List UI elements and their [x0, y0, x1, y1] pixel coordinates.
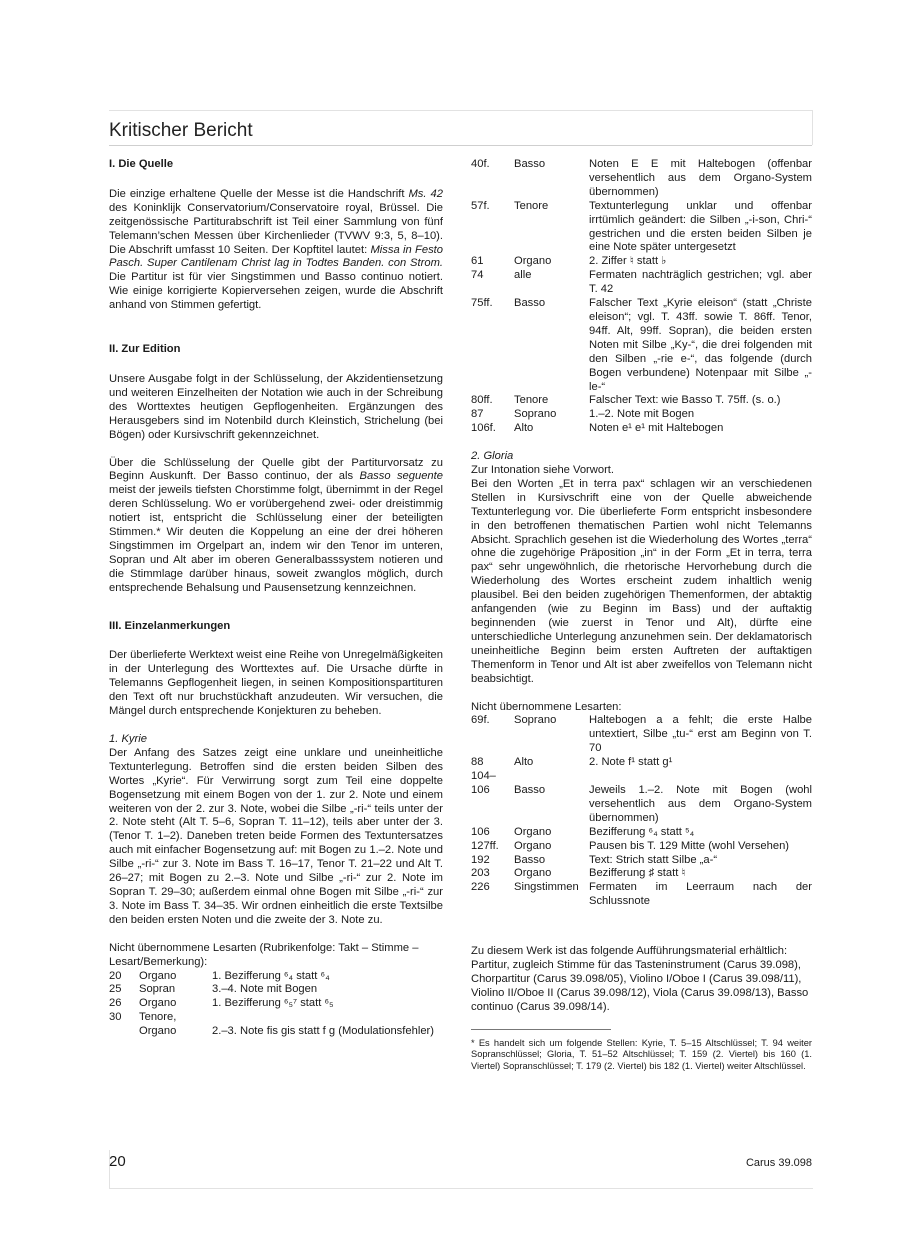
- table-row: 25 Sopran 3.–4. Note mit Bogen: [109, 983, 318, 996]
- table-row: 88 Alto 2. Note f¹ statt g¹: [471, 756, 673, 769]
- table-row: Organo 2.–3. Note fis gis statt f g (Modulationsfehler): [139, 1025, 434, 1038]
- lesarten-table-gloria: [471, 714, 812, 909]
- table-row: 226 Singstimmen Fermaten im Leerraum nach der Schlussnote: [471, 881, 812, 908]
- lesarten-table-kyrie-cont: [471, 158, 812, 436]
- gloria-intonation: Zur Intonation siehe Vorwort.: [471, 464, 615, 477]
- subheading-gloria: 2. Gloria: [471, 450, 514, 463]
- table-row: 74 alle Fermaten nachträglich gestrichen; vgl. aber T. 42: [471, 269, 812, 296]
- table-row: 40f. Basso Noten E E mit Haltebogen (offenbar versehentlich aus dem Organo-System übernommen): [471, 158, 812, 198]
- lesarten-heading: Nicht übernommene Lesarten (Rubrikenfolge: Takt – Stimme – Lesart/Bemerkung):: [109, 941, 419, 968]
- table-row: 80ff. Tenore Falscher Text: wie Basso T. 75ff. (s. o.): [471, 394, 781, 407]
- paragraph-edition-2: Über die Schlüsselung der Quelle gibt der Partiturvorsatz zu Beginn Auskunft. Der Basso continuo, der als Basso seguente meist der jeweils tiefsten Chorstimme folgt, übernimmt in der Regel deren Schlüsselung. Wo er vorübergehend zwei- oder dreistimmig notiert ist, entspricht die Schlüsselung einer der beteiligten Stimmen.* Wir deuten die Koppelung an eine der drei höheren Singstimmen im Orgelpart an, indem wir den Tenor im unteren, Sopran und Alt aber im oberen Generalbasssystem notieren und die Stimmlage darüber hinaus, soweit zwanglos möglich, durch entsprechende Behalsung und Pausensetzung kennzeichnen.: [109, 456, 443, 594]
- section-heading-einzelanmerkungen: III. Einzelanmerkungen: [109, 619, 231, 632]
- table-row: 30 Tenore,: [109, 1011, 177, 1024]
- table-row: 57f. Tenore Textunterlegung unklar und offenbar irrtümlich geändert: die Silben „-i-son, Chri-“ gestrichen und die ersten beiden Silben je eine Note später untergesetzt: [471, 199, 812, 254]
- left-column: [109, 158, 443, 1039]
- table-row: 20 Organo 1. Bezifferung ⁶₄ statt ⁶₄: [109, 969, 330, 982]
- table-row: 192 Basso Text: Strich statt Silbe „a-“: [471, 853, 718, 866]
- right-column: [471, 158, 812, 1072]
- paragraph-gloria: Bei den Worten „Et in terra pax“ schlagen wir an verschiedenen Stellen in Kursivschrift eine von der Quelle abweichende Textunterlegung vor. Die überlieferte Form entspricht insbesondere in den betroffenen thematischen Partien wohl nicht Telemanns Absicht. Sprachlich gesehen ist die Wiederholung des Wortes „terra“ ohne die zugehörige Präposition „in“ in der Form „Et in terra, terra pax“ sehr ungewöhnlich, die rhetorische Hervorhebung durch die Wiederholung des Wortes erscheint zudem inhaltlich wenig plausibel. Bei den beiden zugehörigen Themenformen, der abtaktig anfangenden (wie zu Beginn im Bass) und der auftaktig beginnenden (wie zuerst in Tenor und Alt), dürfte eine unterschiedliche Unterlegung anzunehmen sein. Der deklamatorisch uneinheitliche Beginn beim ersten Auftreten der auftaktigen Themenform in Tenor und Alt ist aber zweifellos von Telemann nicht beabsichtigt.: [471, 477, 812, 685]
- table-row: 104–: [471, 770, 496, 783]
- table-row: 87 Soprano 1.–2. Note mit Bogen: [471, 408, 695, 421]
- footnote-rule: [471, 1029, 611, 1030]
- paragraph-auffuehrungsmaterial: Zu diesem Werk ist das folgende Aufführungsmaterial erhältlich: Partitur, zugleich Stimme für das Tasteninstrument (Carus 39.098), Chorpartitur (Carus 39.098/05), Violino I/Oboe I (Carus 39.098/11), Violino II/Oboe II (Carus 39.098/12), Viola (Carus 39.098/13), Basso continuo (Carus 39.098/14).: [471, 945, 809, 1013]
- table-row: 75ff. Basso Falscher Text „Kyrie eleison“ (statt „Christe eleison“; vgl. T. 43ff. sowie T. 86ff. Tenor, 94ff. Alt, 99ff. Sopran), die beiden ersten Noten mit Silbe „Ky-“, die drei folgenden mit den Silben „-rie e-“, das folgende (durch Bogen verbundene) Notenpaar mit Silbe „-le-“: [471, 297, 812, 393]
- section-heading-quelle: I. Die Quelle: [109, 158, 174, 170]
- catalog-reference: Carus 39.098: [745, 1157, 812, 1169]
- paragraph-einzelanmerkungen: Der überlieferte Werktext weist eine Reihe von Unregelmäßigkeiten in der Unterlegung des Worttextes auf. Die Ursache dürfte in Telemanns Gepflogenheit liegen, in seinen Kompositionspartituren den Text oft nur bruchstückhaft anzudeuten. Wir versuchen, die Mängel durch entsprechende Konjekturen zu beheben.: [109, 649, 443, 718]
- table-row: 127ff. Organo Pausen bis T. 129 Mitte (wohl Versehen): [471, 839, 790, 852]
- footnote: * Es handelt sich um folgende Stellen: Kyrie, T. 5–15 Altschlüssel; T. 94 weiter Sopranschlüssel; Gloria, T. 51–52 Altschlüssel; T. 159 (2. Viertel) bis 160 (1. Viertel) Sopranschlüssel; T. 179 (2. Viertel) bis 182 (1. Viertel) weiter Altschlüssel.: [471, 1037, 812, 1071]
- paragraph-quelle: Die einzige erhaltene Quelle der Messe ist die Handschrift Ms. 42 des Koninklijk Conservatorium/Conservatoire royal, Brüssel. Die zeitgenössische Partiturabschrift ist Teil einer Sammlung von fünf Telemann’schen Messen über Kirchenlieder (TVWV 9:3, 5, 8–10). Die Abschrift umfasst 10 Seiten. Der Kopftitel lautet: Missa in Festo Pasch. Super Cantilenam Christ lag in Todtes Banden. con Strom. Die Partitur ist für vier Singstimmen und Basso continuo notiert. Wie einige korrigierte Kopierversehen zeigen, wurde die Abschrift anhand von Stimmen gefertigt.: [109, 187, 443, 312]
- paragraph-kyrie: Der Anfang des Satzes zeigt eine unklare und uneinheitliche Textunterlegung. Betroffen sind die ersten beiden Silben des Wortes „Kyrie“. Für Verwirrung sorgt zum Teil eine doppelte Bogensetzung mit einem Bogen von der 1. zur 2. Note und einem weiteren von der 2. zur 3. Note, wobei die Silbe „-ri-“ teils unter der 2. Note steht (Alt T. 5–6, Sopran T. 11–12), teils aber unter der 3. (Tenor T. 1–2). Daneben treten beide Formen des Textuntersatzes auch mit einfacher Bogensetzung auf: mit Bogen zu 1.–2. Note und Silbe „-ri-“ zur 3. Note im Bass T. 16–17, Tenor T. 21–22 und Alt T. 26–27; mit Bogen zu 2.–3. Note und Silbe „-ri-“ zur 2. Note im Sopran T. 29–30; außerdem einmal ohne Bogen mit Silbe „-ri-“ zur 3. Note im Bass T. 34–35. Wir ordnen einheitlich die erste Textsilbe den beiden ersten Noten und die zweite der 3. Note zu.: [109, 746, 443, 926]
- table-row: 106f. Alto Noten e¹ e¹ mit Haltebogen: [471, 422, 724, 435]
- table-row: 106 Organo Bezifferung ⁶₄ statt ⁵₄: [471, 825, 695, 838]
- paragraph-edition-1: Unsere Ausgabe folgt in der Schlüsselung, der Akzidentiensetzung und weiteren Einzelheiten der Notation wie auch in der Schreibung des Worttextes heutigen Gepflogenheiten. Ergänzungen des Herausgebers sind im Notenbild durch Kleinstich, Strichelung (bei Bögen) oder Kursivschrift gekennzeichnet.: [109, 372, 443, 441]
- subheading-kyrie: 1. Kyrie: [109, 733, 147, 745]
- table-row: 203 Organo Bezifferung ♯ statt ♮: [471, 867, 686, 880]
- table-row: 69f. Soprano Haltebogen a a fehlt; die erste Halbe untextiert, Silbe „tu-“ erst am Beginn von T. 70: [471, 714, 812, 755]
- table-row: 26 Organo 1. Bezifferung ⁶₅⁷ statt ⁶₅: [109, 997, 334, 1010]
- section-heading-edition: II. Zur Edition: [109, 343, 181, 356]
- page-number: 20: [109, 1153, 126, 1170]
- table-row: 106 Basso Jeweils 1.–2. Note mit Bogen (wohl versehentlich aus dem Organo-System übernommen): [471, 783, 812, 824]
- page-title: Kritischer Bericht: [109, 120, 812, 146]
- lesarten-table-kyrie: [109, 970, 443, 1040]
- table-row: 61 Organo 2. Ziffer ♮ statt ♭: [471, 255, 667, 268]
- footer-frame: [109, 1150, 813, 1189]
- lesarten-heading-gloria: Nicht übernommene Lesarten:: [471, 700, 622, 713]
